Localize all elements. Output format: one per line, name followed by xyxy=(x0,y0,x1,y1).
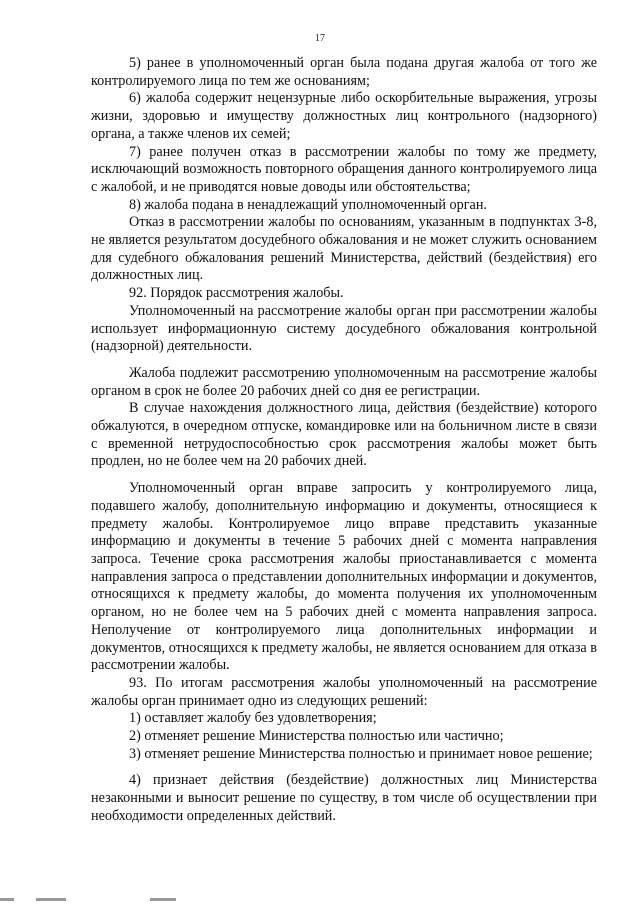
paragraph-review-term: Жалоба подлежит рассмотрению уполномоченным на рассмотрение жалобы органом в срок не более 20 рабочих дней со дня ее регистрации. xyxy=(91,364,597,399)
scan-edge-mark xyxy=(0,898,14,901)
paragraph-info-system: Уполномоченный на рассмотрение жалобы орган при рассмотрении жалобы использует информационную систему досудебного обжалования контрольной (надзорной) деятельности. xyxy=(91,302,597,355)
decision-item-3: 3) отменяет решение Министерства полностью и принимает новое решение; xyxy=(129,745,593,762)
decision-item-4: 4) признает действия (бездействие) должностных лиц Министерства незаконными и выносит решение по существу, в том числе об осуществлении при необходимости определенных действий. xyxy=(91,772,597,824)
paragraph-item-7: 7) ранее получен отказ в рассмотрении жалобы по тому же предмету, исключающий возможность повторного обращения данного контролируемого лица с жалобой, и не приводятся новые доводы или обстоятельства; xyxy=(91,143,597,195)
page-number: 17 xyxy=(315,33,325,44)
scan-edge-mark xyxy=(150,898,176,901)
section-93-heading: 93. По итогам рассмотрения жалобы уполномоченный на рассмотрение жалобы орган принимает одно из следующих решений: xyxy=(91,674,597,709)
document-body xyxy=(91,55,597,826)
paragraph-additional-info: Уполномоченный орган вправе запросить у контролируемого лица, подавшего жалобу, дополнительную информацию и документы, относящиеся к предмету жалобы. Контролируемое лицо вправе представить указанные информацию и документы в течение 5 рабочих дней с момента направления запроса. Течение срока рассмотрения жалобы приостанавливается с момента направления запроса о представлении дополнительных информации и документов, относящихся к предмету жалобы, до момента получения их уполномоченным органом, но не более чем на 5 рабочих дней с момента направления запроса. Неполучение от контролируемого лица дополнительных информации и документов, относящихся к предмету жалобы, не является основанием для отказа в рассмотрении жалобы. xyxy=(91,480,597,674)
paragraph-item-6: 6) жалоба содержит нецензурные либо оскорбительные выражения, угрозы жизни, здоровью и имуществу должностных лиц контрольного (надзорного) органа, а также членов их семей; xyxy=(91,90,597,142)
paragraph-item-5: 5) ранее в уполномоченный орган была подана другая жалоба от того же контролируемого лица по тем же основаниям; xyxy=(91,55,597,89)
decision-item-1: 1) оставляет жалобу без удовлетворения; xyxy=(129,710,377,727)
paragraph-term-extension: В случае нахождения должностного лица, действия (бездействие) которого обжалуются, в очередном отпуске, командировке или на больничном листе в связи с временной нетрудоспособностью срок рассмотрения жалобы может быть продлен, но не более чем на 20 рабочих дней. xyxy=(91,400,597,470)
paragraph-refusal-note: Отказ в рассмотрении жалобы по основаниям, указанным в подпунктах 3-8, не является результатом досудебного обжалования и не может служить основанием для судебного обжалования решений Министерства, действий (бездействия) его должностных лиц. xyxy=(91,214,597,284)
scan-edge-mark xyxy=(36,898,66,901)
decision-item-2: 2) отменяет решение Министерства полностью или частично; xyxy=(129,728,504,745)
paragraph-item-8: 8) жалоба подана в ненадлежащий уполномоченный орган. xyxy=(129,196,487,213)
section-92-heading: 92. Порядок рассмотрения жалобы. xyxy=(129,285,344,302)
